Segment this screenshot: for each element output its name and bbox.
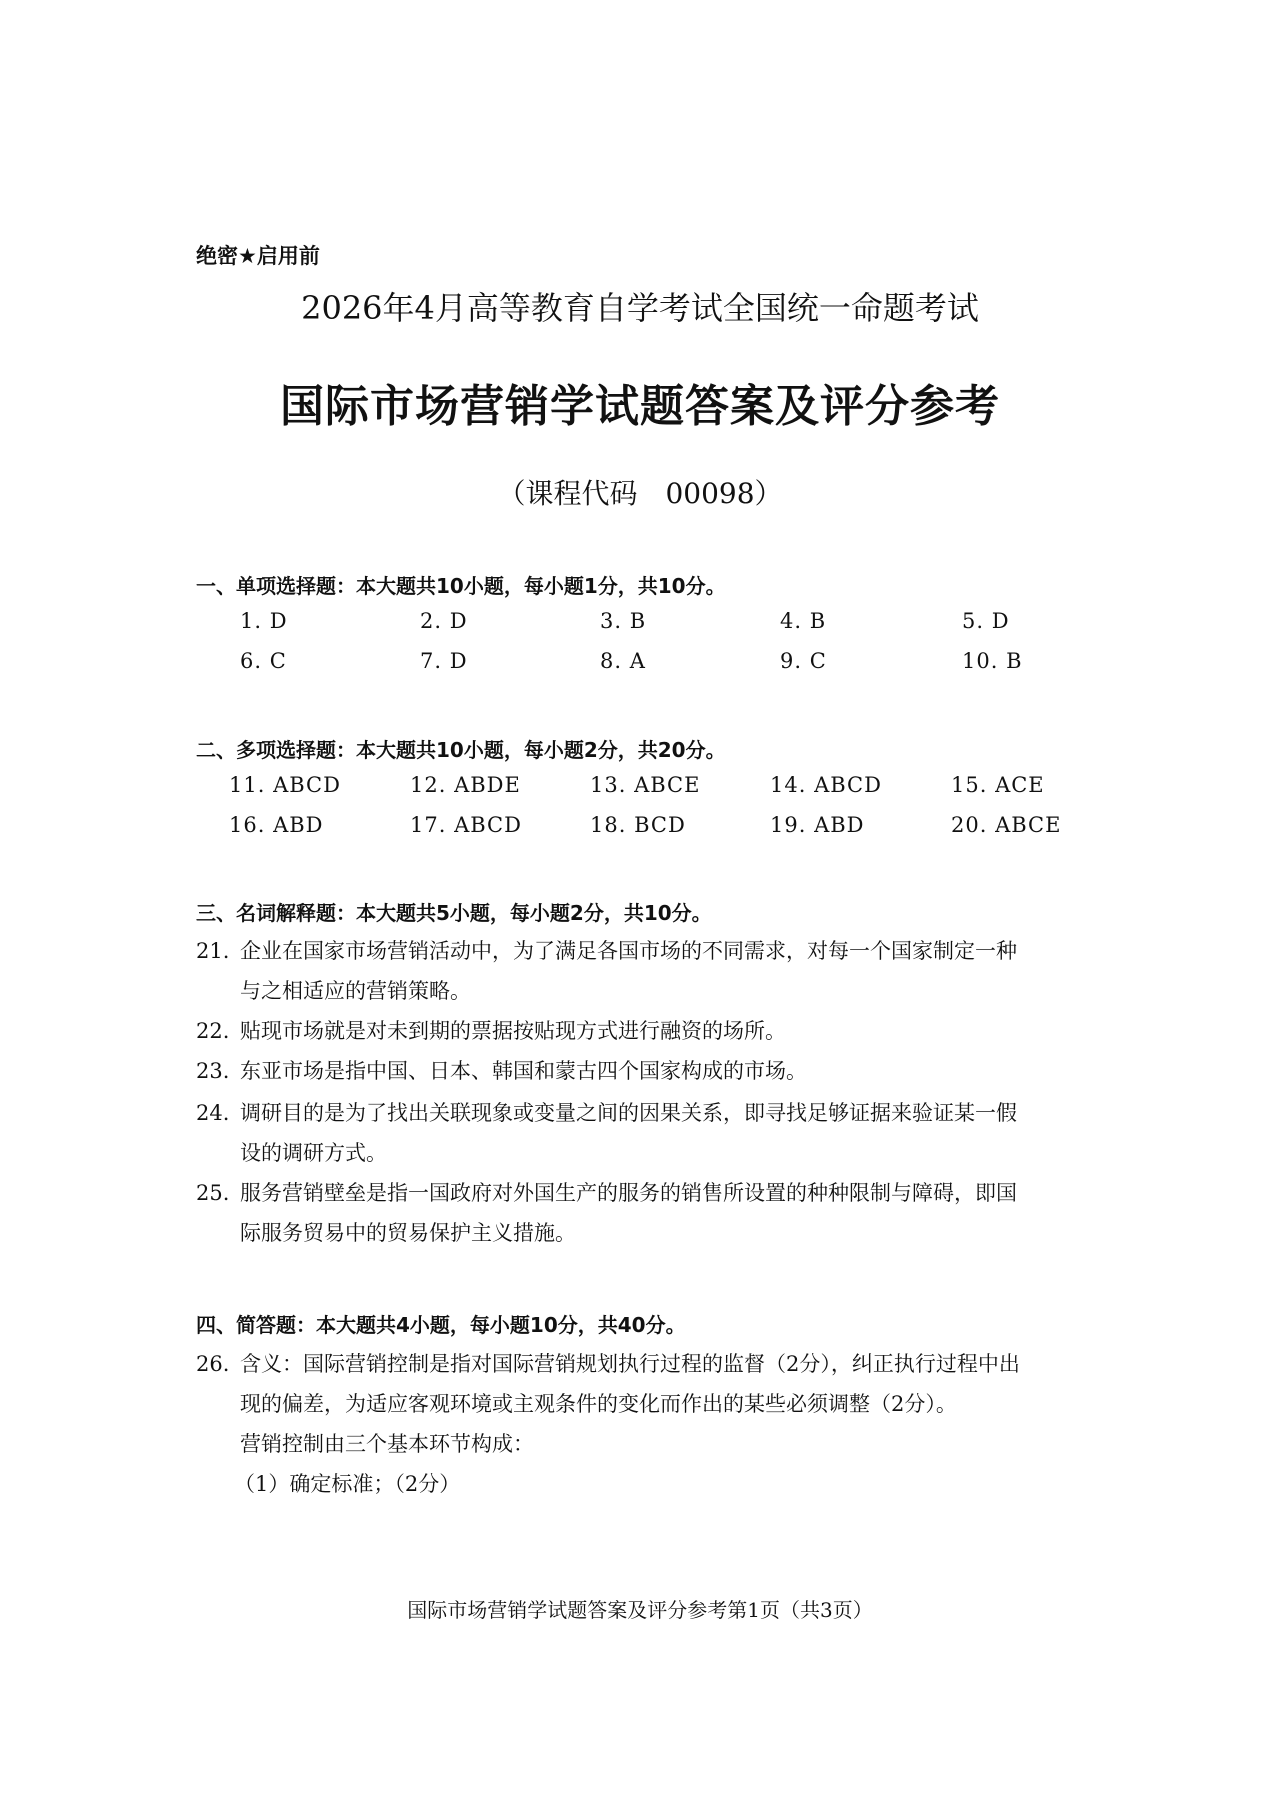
answer-item: 5. D — [962, 609, 1010, 633]
answer-item: 3. B — [600, 609, 647, 633]
page-footer: 国际市场营销学试题答案及评分参考第1页（共3页） — [407, 1598, 873, 1622]
item-number: 25. — [196, 1181, 230, 1205]
item-text: 服务营销壁垒是指一国政府对外国生产的服务的销售所设置的种种限制与障碍，即国 — [240, 1181, 1017, 1205]
item-text-continued: 与之相适应的营销策略。 — [240, 979, 471, 1003]
answer-row — [0, 773, 1280, 805]
answer-item: 17. ABCD — [410, 813, 522, 837]
exam-name: 2026年4月高等教育自学考试全国统一命题考试 — [301, 289, 979, 327]
item-text-continued: 际服务贸易中的贸易保护主义措施。 — [240, 1221, 576, 1245]
item-number: 21. — [196, 939, 230, 963]
answer-item: 4. B — [780, 609, 827, 633]
item-number: 23. — [196, 1059, 230, 1083]
list-item — [196, 1011, 1086, 1051]
list-item — [196, 1093, 1086, 1173]
answer-item: 2. D — [420, 609, 468, 633]
item-text-continued: 设的调研方式。 — [240, 1141, 387, 1165]
secret-label: 绝密★启用前 — [196, 244, 320, 268]
answer-item: 14. ABCD — [770, 773, 882, 797]
item-number: 22. — [196, 1019, 230, 1043]
answer-item: 13. ABCE — [590, 773, 701, 797]
course-code: （课程代码 00098） — [497, 477, 783, 510]
answer-item: 1. D — [240, 609, 288, 633]
section-3-heading: 三、名词解释题：本大题共5小题，每小题2分，共10分。 — [196, 901, 712, 925]
item-text: 贴现市场就是对未到期的票据按贴现方式进行融资的场所。 — [240, 1019, 786, 1043]
list-item — [196, 1051, 1086, 1091]
answer-row — [0, 813, 1280, 845]
item-text: 企业在国家市场营销活动中，为了满足各国市场的不同需求，对每一个国家制定一种 — [240, 939, 1017, 963]
section-4-heading: 四、简答题：本大题共4小题，每小题10分，共40分。 — [196, 1313, 686, 1337]
list-item — [196, 1173, 1086, 1253]
answer-item: 18. BCD — [590, 813, 686, 837]
list-item — [196, 931, 1086, 1011]
answer-item: 11. ABCD — [229, 773, 341, 797]
answer-item: 8. A — [600, 649, 646, 673]
answer-item: 20. ABCE — [951, 813, 1062, 837]
answer-item: 10. B — [962, 649, 1023, 673]
item-text: 东亚市场是指中国、日本、韩国和蒙古四个国家构成的市场。 — [240, 1059, 807, 1083]
item-text: 调研目的是为了找出关联现象或变量之间的因果关系，即寻找足够证据来验证某一假 — [240, 1101, 1017, 1125]
item-number: 26. — [196, 1352, 230, 1376]
answer-row — [0, 609, 1280, 641]
answer-item: 15. ACE — [951, 773, 1045, 797]
item-text-continued: 营销控制由三个基本环节构成： — [240, 1432, 534, 1456]
list-item — [196, 1344, 1086, 1424]
answer-item: 9. C — [780, 649, 827, 673]
answer-item: 12. ABDE — [410, 773, 521, 797]
item-number: 24. — [196, 1101, 230, 1125]
item-text: 含义：国际营销控制是指对国际营销规划执行过程的监督（2分），纠正执行过程中出 — [240, 1352, 1020, 1376]
item-text-continued: 现的偏差，为适应客观环境或主观条件的变化而作出的某些必须调整（2分）。 — [240, 1392, 957, 1416]
answer-item: 19. ABD — [770, 813, 865, 837]
answer-item: 16. ABD — [229, 813, 324, 837]
page-title: 国际市场营销学试题答案及评分参考 — [280, 381, 1000, 432]
section-1-heading: 一、单项选择题：本大题共10小题，每小题1分，共10分。 — [196, 574, 726, 598]
answer-item: 6. C — [240, 649, 287, 673]
answer-row — [0, 649, 1280, 681]
section-2-heading: 二、多项选择题：本大题共10小题，每小题2分，共20分。 — [196, 738, 726, 762]
answer-item: 7. D — [420, 649, 468, 673]
item-text-continued: （1）确定标准；（2分） — [234, 1472, 461, 1496]
